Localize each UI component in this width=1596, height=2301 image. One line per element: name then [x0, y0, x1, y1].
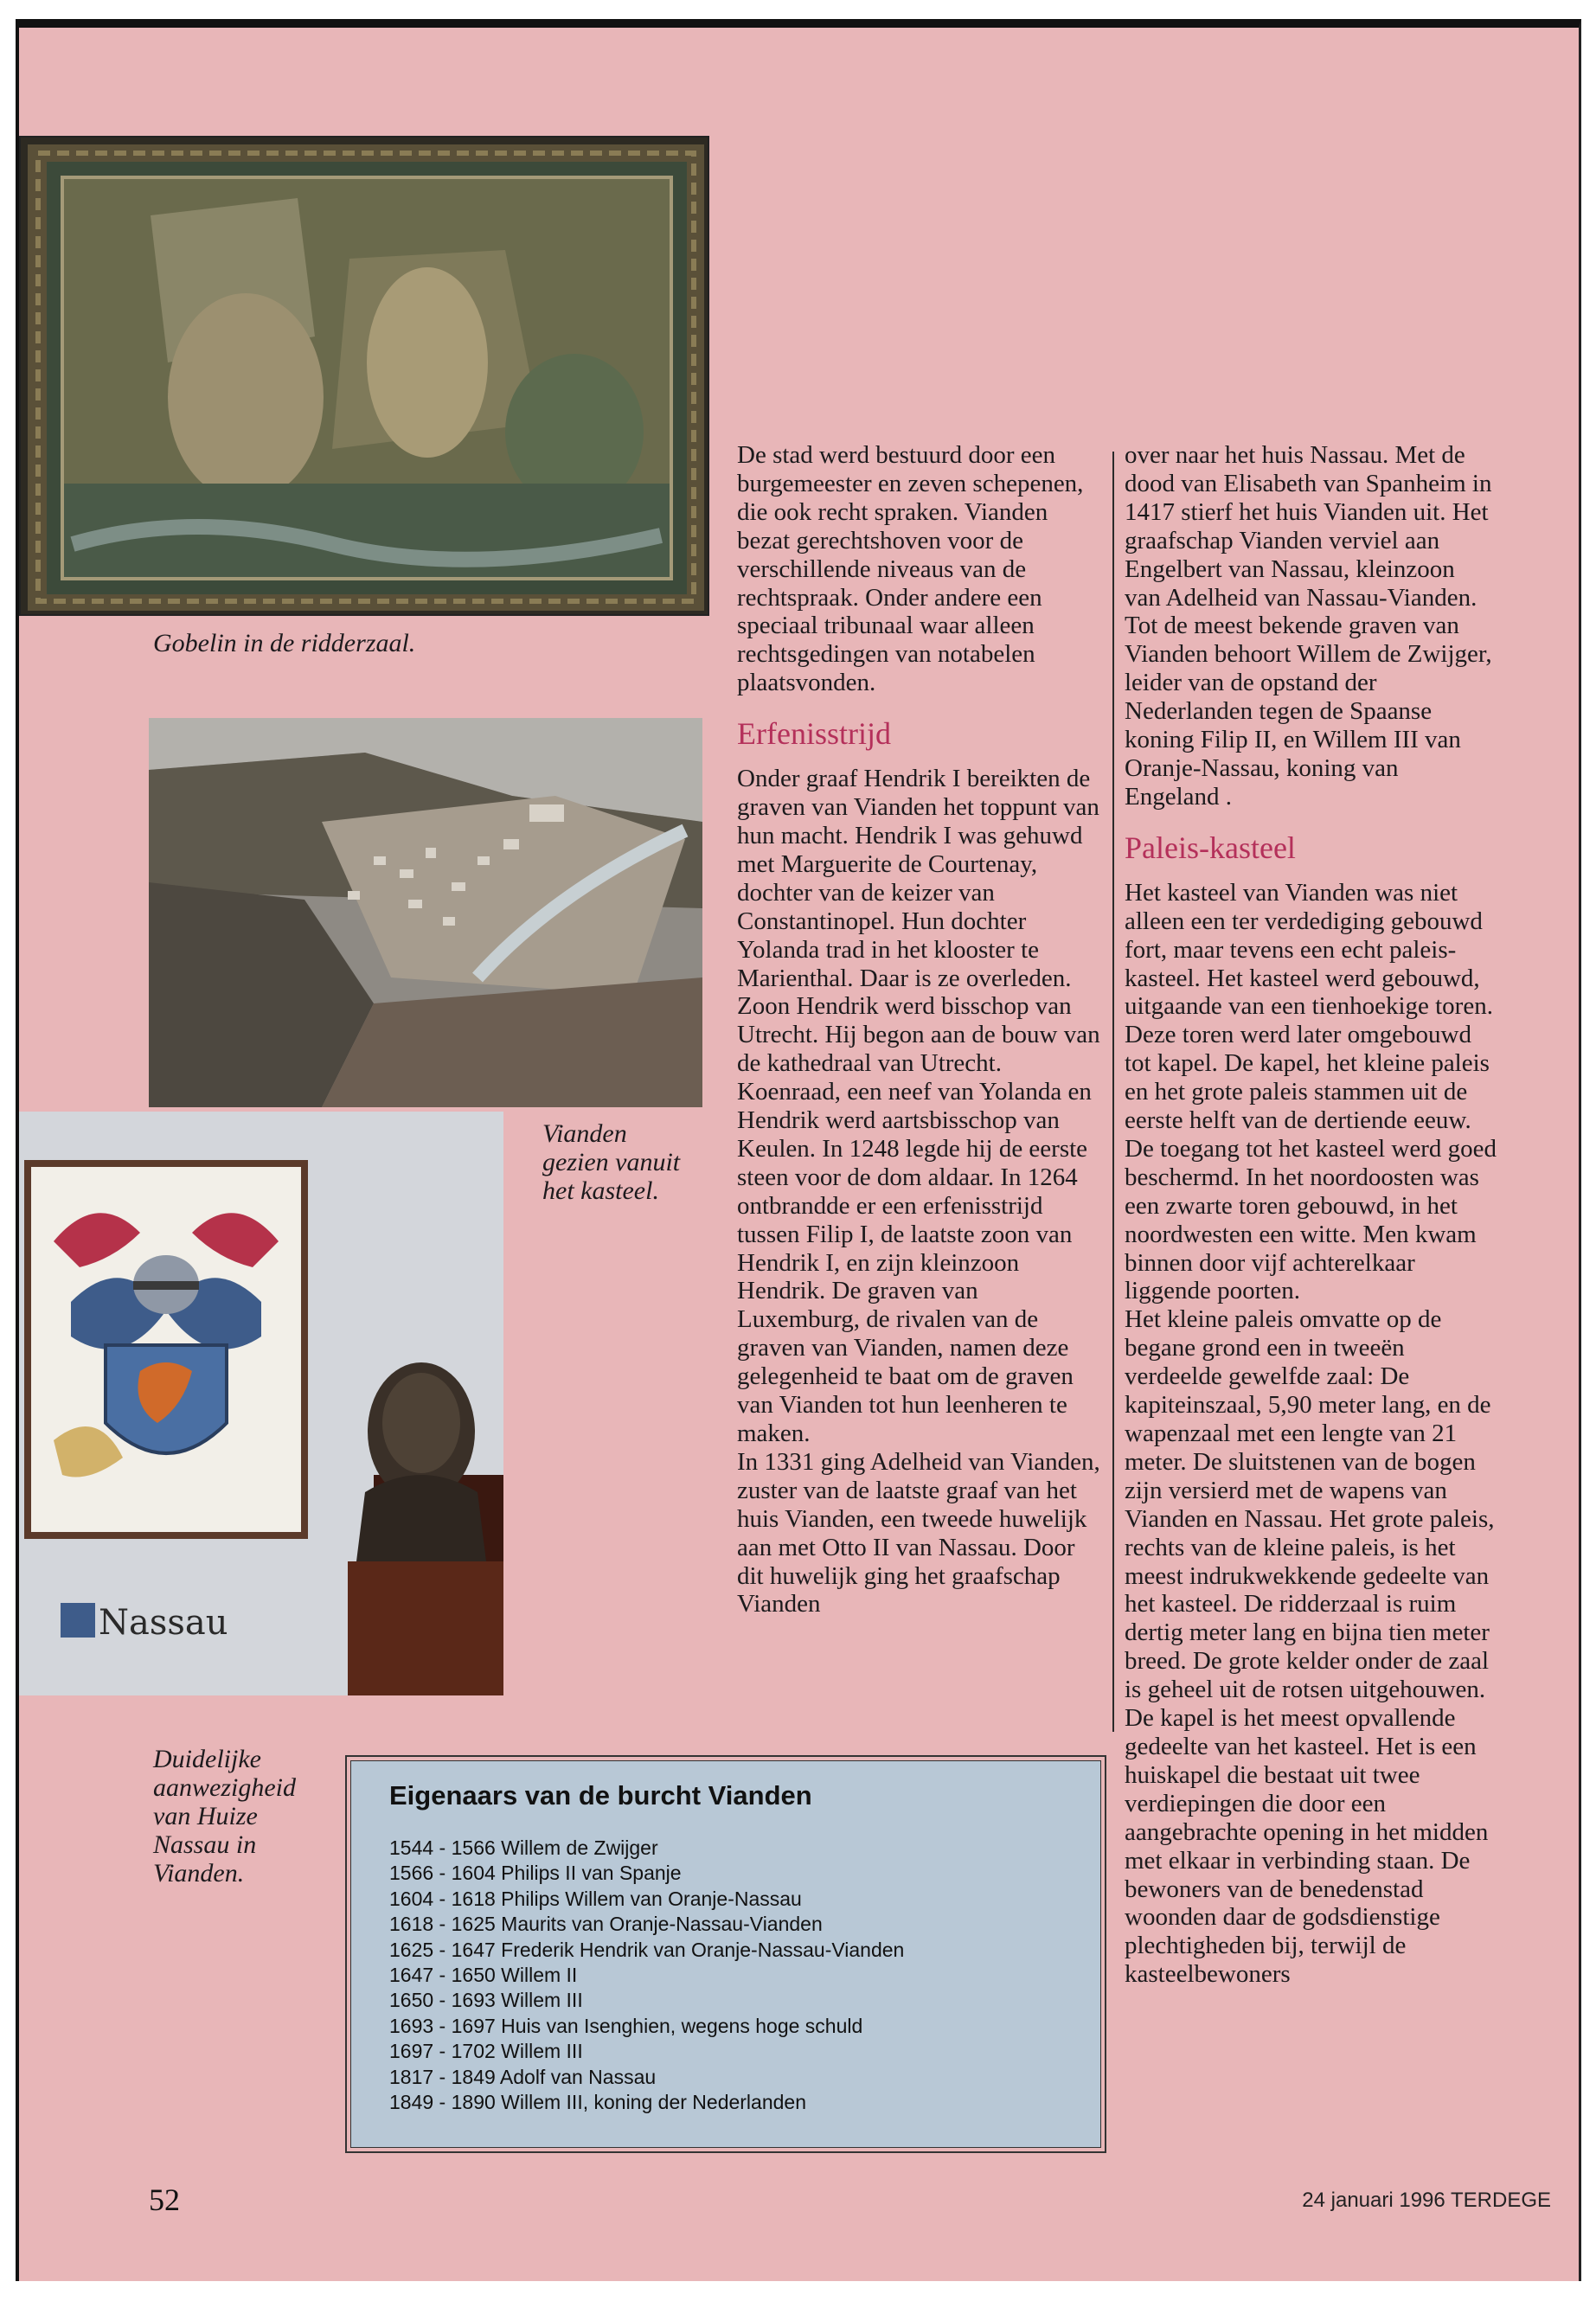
nassau-sign-text: Nassau [99, 1603, 228, 1643]
owners-box [345, 1755, 1106, 2153]
middle-intro-paragraph: De stad werd bestuurd door een burgemeester en zeven schepenen, die ook recht spraken. Vianden bezat gerechtshoven voor de verschillende niveaus van de rechtspraak. Onder andere een speciaal tribunaal waar alleen rechtsgedingen van notabelen plaatsvonden. [737, 441, 1084, 697]
owner-row: 1650 - 1693 Willem III [389, 1989, 583, 2012]
owner-row: 1544 - 1566 Willem de Zwijger [389, 1836, 658, 1859]
right-intro-paragraph: over naar het huis Nassau. Met de dood van Elisabeth van Spanheim in 1417 stierf het huis Vianden uit. Het graafschap Vianden verviel aan Engelbert van Nassau, kleinzoon van Adelheid van Nassau-Vianden. Tot de meest bekende graven van Vianden behoort Willem de Zwijger, leider van de opstand der Nederlanden tegen de Spaanse koning Filip II, en Willem III van Oranje-Nassau, koning van Engeland . [1125, 441, 1492, 811]
owner-row: 1566 - 1604 Philips II van Spanje [389, 1862, 682, 1885]
coat-of-arms-image [19, 1112, 503, 1695]
owner-row: 1604 - 1618 Philips Willem van Oranje-Nassau [389, 1887, 802, 1910]
text-column-middle [737, 441, 1105, 1618]
text-column-right [1125, 441, 1497, 1989]
magazine-page [16, 19, 1581, 2281]
owners-box-inner [350, 1760, 1101, 2148]
owner-row: 1697 - 1702 Willem III [389, 2040, 583, 2063]
owners-box-title: Eigenaars van de burcht Vianden [389, 1780, 812, 1811]
caption-nassau: Duidelijke aanwezigheid van Huize Nassau in Vianden. [153, 1745, 296, 1888]
column-divider [1112, 452, 1114, 1732]
caption-vianden: Vianden gezien vanuit het kasteel. [542, 1119, 681, 1205]
owner-row: 1618 - 1625 Maurits van Oranje-Nassau-Vianden [389, 1913, 823, 1936]
owner-row: 1625 - 1647 Frederik Hendrik van Oranje-Nassau-Vianden [389, 1938, 905, 1961]
owner-row: 1693 - 1697 Huis van Isenghien, wegens hoge schuld [389, 2014, 863, 2037]
right-paragraph-1: Het kasteel van Vianden was niet alleen een ter verdediging gebouwd fort, maar tevens een echt paleis-kasteel. Het kasteel werd gebouwd, uitgaande van een tienhoekige toren. Deze toren werd later omgebouwd tot kapel. De kapel, het kleine paleis en het grote paleis stammen uit de eerste helft van de dertiende eeuw. De toegang tot het kasteel werd goed beschermd. In het noordoosten was een zwarte toren gebouwd, in het noordwesten een witte. Men kwam binnen door vijf achterelkaar liggende poorten. [1125, 878, 1497, 1305]
caption-gobelin: Gobelin in de ridderzaal. [153, 629, 416, 657]
vianden-landscape-photo [149, 718, 702, 1107]
middle-paragraph-1: Onder graaf Hendrik I bereikten de graven van Vianden het toppunt van hun macht. Hendrik I was gehuwd met Marguerite de Courtenay, dochter van de keizer van Constantinopel. Hun dochter Yolanda trad in het klooster te Marienthal. Daar is ze overleden. Zoon Hendrik werd bisschop van Utrecht. Hij begon aan de bouw van de kathedraal van Utrecht. Koenraad, een neef van Yolanda en Hendrik werd aartsbisschop van Keulen. In 1248 legde hij de eerste steen voor de dom aldaar. In 1264 ontbrandde er een erfenisstrijd tussen Filip I, de laatste zoon van Hendrik I, en zijn kleinzoon Hendrik. De graven van Luxemburg, de rivalen van de graven van Vianden, namen deze gelegenheid te baat om de graven van Vianden tot hun leenheren te maken. [737, 765, 1100, 1447]
nassau-arms-photo [19, 1112, 503, 1695]
right-paragraph-2: Het kleine paleis omvatte op de begane grond een in tweeën verdeelde gewelfde zaal: De kapiteinszaal, 5,90 meter lang, en de wapenzaal met een lengte van 21 meter. De sluitstenen van de bogen zijn versierd met de wapens van Vianden en Nassau. Het grote paleis, rechts van de kleine paleis, is het meest indrukwekkende gedeelte van het kasteel. De ridderzaal is ruim dertig meter lang en bijna tien meter breed. De grote kelder onder de zaal is geheel uit de rotsen uitgehouwen. De kapel is het meest opvallende gedeelte van het kasteel. Het is een huiskapel die bestaat uit twee verdiepingen die door een aangebrachte opening in het midden met elkaar in verbinding staan. De bewoners van de benedenstad woonden daar de godsdienstige plechtigheden bij, terwijl de kasteelbewoners [1125, 1305, 1495, 1989]
owner-row: 1849 - 1890 Willem III, koning der Nederlanden [389, 2091, 807, 2114]
footer-issue-date: 24 januari 1996 TERDEGE [1302, 2189, 1551, 2212]
page-number: 52 [149, 2182, 180, 2217]
heading-erfenisstrijd: Erfenisstrijd [737, 716, 891, 752]
owner-row: 1647 - 1650 Willem II [389, 1964, 578, 1987]
tapestry-image [21, 138, 709, 616]
heading-paleis-kasteel: Paleis-kasteel [1125, 830, 1296, 865]
middle-paragraph-2: In 1331 ging Adelheid van Vianden, zuster van de laatste graaf van het huis Vianden, een tweede huwelijk aan met Otto II van Nassau. Door dit huwelijk ging het graafschap Vianden [737, 1447, 1100, 1618]
landscape-image [149, 718, 702, 1107]
tapestry-photo [19, 136, 709, 616]
owner-row: 1817 - 1849 Adolf van Nassau [389, 2065, 657, 2088]
